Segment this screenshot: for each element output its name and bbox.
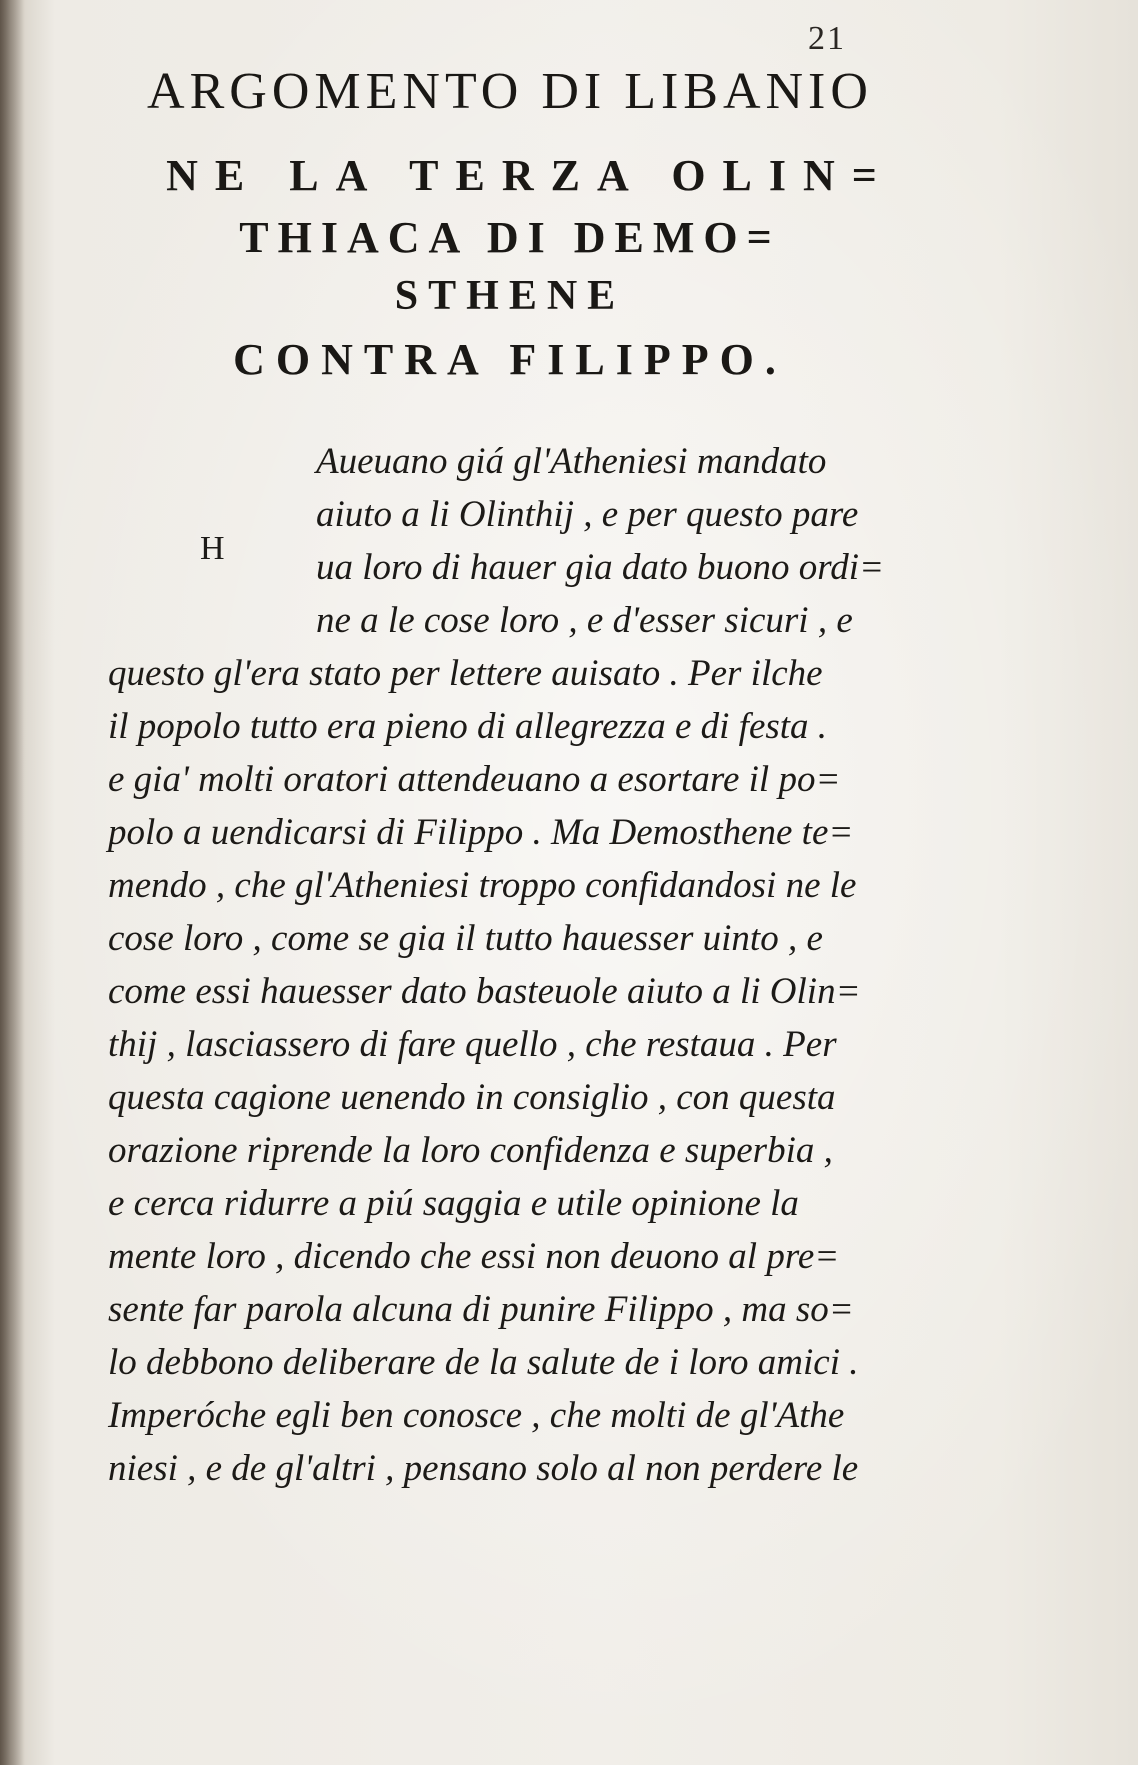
body-line-6: il popolo tutto era pieno di allegrezza e di festa . bbox=[108, 706, 828, 747]
body-line-1: Aueuano giá gl'Atheniesi mandato bbox=[316, 441, 827, 482]
heading-line-3: THIACA DI DEMO= bbox=[239, 213, 781, 262]
body-line-4: ne a le cose loro , e d'esser sicuri , e bbox=[316, 600, 853, 641]
body-line-9: mendo , che gl'Atheniesi troppo confidandosi ne le bbox=[108, 865, 857, 906]
body-line-17: sente far parola alcuna di punire Filippo , ma so= bbox=[108, 1289, 854, 1330]
page-number: 21 bbox=[808, 20, 846, 57]
body-line-16: mente loro , dicendo che essi non deuono al pre= bbox=[108, 1236, 840, 1277]
gutter-shadow bbox=[0, 0, 24, 1765]
body-line-5: questo gl'era stato per lettere auisato . Per ilche bbox=[108, 653, 823, 694]
body-line-3: ua loro di hauer gia dato buono ordi= bbox=[316, 547, 884, 588]
body-line-15: e cerca ridurre a piú saggia e utile opinione la bbox=[108, 1183, 799, 1224]
body-line-12: thij , lasciassero di fare quello , che restaua . Per bbox=[108, 1024, 837, 1065]
body-line-11: come essi hauesser dato basteuole aiuto a li Olin= bbox=[108, 971, 861, 1012]
heading-line-5: CONTRA FILIPPO. bbox=[233, 335, 787, 384]
drop-cap: H bbox=[200, 530, 225, 567]
body-line-18: lo debbono deliberare de la salute de i loro amici . bbox=[108, 1342, 859, 1383]
body-line-2: aiuto a li Olinthij , e per questo pare bbox=[316, 494, 859, 535]
body-line-13: questa cagione uenendo in consiglio , con questa bbox=[108, 1077, 836, 1118]
body-line-10: cose loro , come se gia il tutto hauesser uinto , e bbox=[108, 918, 823, 959]
heading-line-2: NE LA TERZA OLIN= bbox=[166, 151, 894, 200]
body-line-20: niesi , e de gl'altri , pensano solo al non perdere le bbox=[108, 1448, 859, 1489]
heading-line-4: STHENE bbox=[394, 273, 626, 319]
body-line-19: Imperóche egli ben conosce , che molti de gl'Athe bbox=[108, 1395, 845, 1436]
body-line-8: polo a uendicarsi di Filippo . Ma Demosthene te= bbox=[108, 812, 854, 853]
heading-line-1: ARGOMENTO DI LIBANIO bbox=[147, 63, 873, 120]
body-line-14: orazione riprende la loro confidenza e superbia , bbox=[108, 1130, 833, 1171]
body-line-7: e gia' molti oratori attendeuano a esortare il po= bbox=[108, 759, 841, 800]
